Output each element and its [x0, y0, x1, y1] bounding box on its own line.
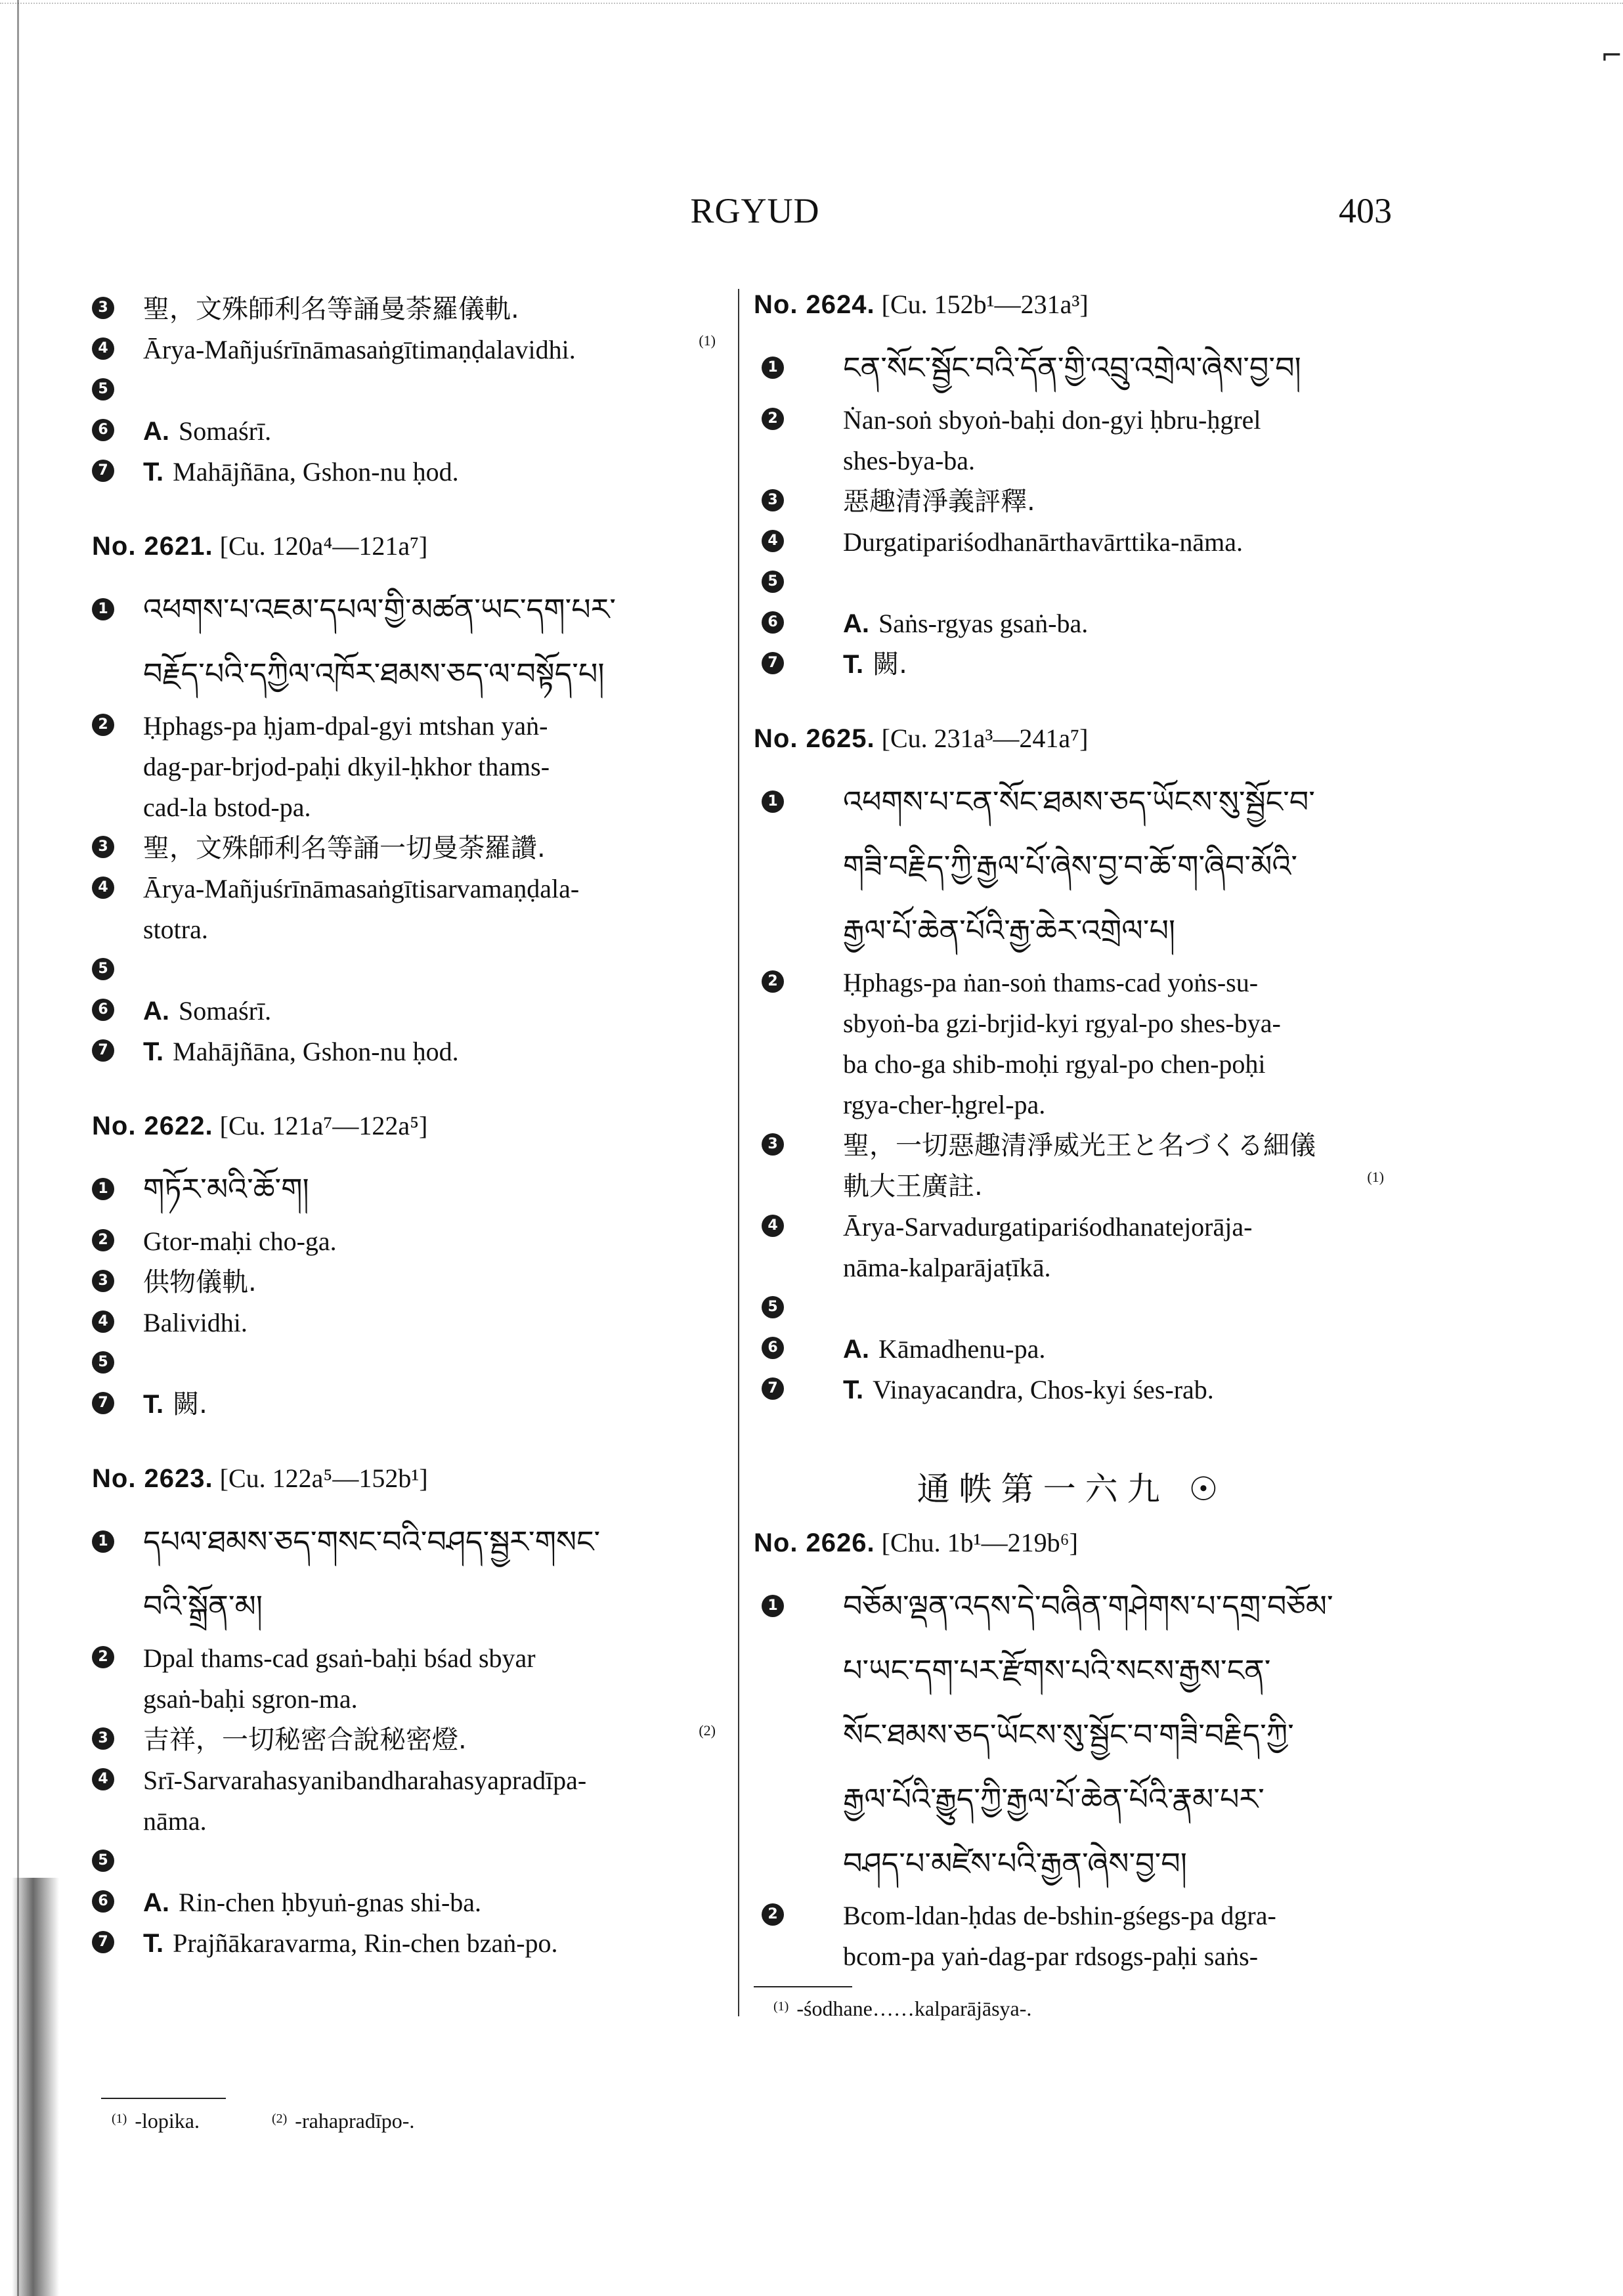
tibetan-text: དཔལ་ཐམས་ཅད་གསང་བའི་བཤད་སྦྱར་གསང་ — [143, 1524, 601, 1559]
footnote-number: (2) — [271, 2112, 288, 2126]
entry-heading — [754, 723, 1391, 754]
field-number-badge: 1 — [762, 791, 784, 813]
corner-mark: ⌐ — [1601, 41, 1623, 71]
tibetan-title-line — [754, 769, 1391, 834]
tibetan-title-line — [92, 577, 722, 641]
folio-reference: [Cu. 122a⁵—152b¹] — [219, 1463, 428, 1493]
entry-number: No. 2626. — [754, 1528, 875, 1557]
tibetan-text: བརྗོད་པའི་དཀྱིལ་འཁོར་ཐམས་ཅད་ལ་བསྟོད་པ། — [143, 656, 605, 691]
tibetan-title-line — [754, 898, 1391, 963]
left-column — [92, 289, 722, 1964]
tibetan-text: གཟི་བརྗིད་ཀྱི་རྒྱལ་པོ་ཞེས་བྱ་བ་ཆོ་ག་ཞིབ་མོའི་ — [843, 848, 1298, 884]
entry-line — [92, 1882, 722, 1923]
tibetan-title-line — [92, 1509, 722, 1574]
entry-heading — [92, 531, 722, 561]
column-divider — [738, 289, 739, 2016]
entry-text: 聖，文殊師利名等誦曼荼羅儀軌. — [143, 294, 519, 324]
entry-text: 軌大王廣註. — [843, 1171, 983, 1202]
entry-line — [92, 1842, 722, 1882]
entry-text: Mahājñāna, Gshon-nu ḥod. — [173, 457, 459, 487]
entry-line — [92, 787, 722, 828]
entry-line — [754, 644, 1391, 685]
entry-heading — [754, 289, 1391, 320]
tibetan-title-line — [754, 1702, 1391, 1767]
entry-text: Dpal thams-cad gsaṅ-baḥi bśad sbyar — [143, 1643, 536, 1673]
entry-number: No. 2621. — [92, 532, 213, 561]
entry-text: 闕. — [873, 649, 907, 680]
right-column — [754, 289, 1391, 1977]
entry-text: shes-bya-ba. — [843, 446, 976, 475]
footnote-text: -śodhane……kalparājāsya-. — [796, 1997, 1032, 2020]
entry-body — [92, 1157, 722, 1425]
entry-line — [92, 452, 722, 492]
tibetan-title-line — [754, 1574, 1391, 1638]
entry-gap — [92, 492, 722, 531]
field-number-badge: 2 — [762, 1903, 784, 1926]
entry-line — [92, 1384, 722, 1425]
entry-line — [754, 603, 1391, 644]
field-number-badge: 7 — [92, 1931, 114, 1953]
entry-line — [92, 289, 722, 330]
entry-line — [92, 370, 722, 411]
field-number-badge: 3 — [92, 836, 114, 858]
tibetan-text: པ་ཡང་དག་པར་རྫོགས་པའི་སངས་རྒྱས་ངན་ — [843, 1653, 1271, 1688]
entry-line — [754, 400, 1391, 441]
footnote-number: (1) — [773, 1999, 789, 2014]
tibetan-title-line — [754, 336, 1391, 400]
footnote-rule-left — [101, 2098, 226, 2099]
entry-line — [754, 441, 1391, 481]
entry-line — [754, 1003, 1391, 1044]
tibetan-title-line — [92, 1157, 722, 1221]
entry-text: ba cho-ga shib-moḥi rgyal-po chen-poḥi — [843, 1049, 1266, 1079]
field-number-badge: 5 — [762, 571, 784, 593]
entry-body — [754, 336, 1391, 685]
entry-body — [92, 577, 722, 1072]
page-number: 403 — [1339, 191, 1392, 230]
field-number-badge: 3 — [92, 1727, 114, 1750]
role-abbreviation: A. — [843, 1335, 869, 1364]
entry-text: sbyoṅ-ba gzi-brjid-kyi rgyal-po shes-bya- — [843, 1008, 1281, 1038]
field-number-badge: 5 — [92, 1850, 114, 1872]
field-number-badge: 6 — [92, 999, 114, 1021]
footnote-rule-right — [754, 1986, 852, 1987]
entry-body — [754, 1574, 1391, 1977]
entry-text: Srī-Sarvarahasyanibandharahasyapradīpa- — [143, 1765, 587, 1795]
role-abbreviation: A. — [843, 609, 869, 638]
tibetan-title-line — [754, 1831, 1391, 1895]
entry-line — [92, 869, 722, 909]
tibetan-text: འཕགས་པ་ངན་སོང་ཐམས་ཅད་ཡོངས་སུ་སྦྱོང་བ་ — [843, 784, 1315, 819]
entry-line — [92, 1303, 722, 1343]
field-number-badge: 3 — [92, 1270, 114, 1292]
entry-line — [754, 1247, 1391, 1288]
entry-line — [754, 1329, 1391, 1370]
tibetan-text: བཅོམ་ལྡན་འདས་དེ་བཞིན་གཤེགས་པ་དགྲ་བཅོམ་ — [843, 1588, 1333, 1624]
field-number-badge: 4 — [762, 530, 784, 552]
entry-text: 吉祥，一切秘密合說秘密燈. — [143, 1725, 467, 1755]
field-number-badge: 1 — [92, 1178, 114, 1200]
role-abbreviation: T. — [143, 458, 164, 487]
running-head: RGYUD — [690, 191, 820, 230]
tibetan-title-line — [754, 1767, 1391, 1831]
role-abbreviation: T. — [843, 1375, 864, 1404]
entry-line — [92, 1720, 722, 1760]
entry-text: nāma. — [143, 1806, 207, 1836]
tibetan-title-line — [92, 641, 722, 706]
tibetan-text: བའི་སྒྲོན་མ། — [143, 1588, 263, 1624]
entry-line — [92, 991, 722, 1031]
field-number-badge: 4 — [92, 337, 114, 360]
entry-line — [92, 411, 722, 452]
field-number-badge: 3 — [762, 489, 784, 511]
entry-line — [754, 1125, 1391, 1166]
entry-heading — [92, 1463, 722, 1494]
role-abbreviation: T. — [143, 1390, 164, 1419]
folio-reference: [Chu. 1b¹—219b⁶] — [881, 1528, 1078, 1557]
entry-gap — [92, 1425, 722, 1463]
entry-text: Somaśrī. — [179, 416, 272, 446]
entry-text: 惡趣清淨義評釋. — [843, 487, 1035, 517]
role-abbreviation: A. — [143, 417, 169, 446]
tibetan-text: བཤད་པ་མཛེས་པའི་རྒྱན་ཞེས་བྱ་བ། — [843, 1846, 1187, 1881]
entry-line — [754, 1936, 1391, 1977]
scan-margin-shadow — [12, 1878, 59, 2296]
field-number-badge: 1 — [762, 357, 784, 379]
entry-line — [754, 1207, 1391, 1247]
field-number-badge: 4 — [92, 1768, 114, 1790]
entry-text: rgya-cher-ḥgrel-pa. — [843, 1090, 1046, 1119]
field-number-badge: 7 — [92, 460, 114, 482]
entry-line — [92, 1262, 722, 1303]
field-number-badge: 3 — [92, 297, 114, 319]
field-number-badge: 7 — [762, 652, 784, 674]
entry-text: Rin-chen ḥbyuṅ-gnas shi-ba. — [179, 1888, 482, 1917]
field-number-badge: 2 — [92, 1229, 114, 1251]
entry-text: Bcom-ldan-ḥdas de-bshin-gśegs-pa dgra- — [843, 1901, 1276, 1930]
field-number-badge: 1 — [92, 1530, 114, 1553]
tibetan-text: ངན་སོང་སྦྱོང་བའི་དོན་གྱི་འབྲུ་འགྲེལ་ཞེས་བྱ་བ། — [843, 350, 1301, 385]
entry-gap — [754, 1410, 1391, 1448]
entry-heading — [92, 1110, 722, 1141]
footnote-text: -rahapradīpo-. — [295, 2109, 415, 2133]
entry-text: Kāmadhenu-pa. — [878, 1334, 1046, 1364]
entry-line — [754, 963, 1391, 1003]
entry-text: Ḥphags-pa ḥjam-dpal-gyi mtshan yaṅ- — [143, 711, 548, 741]
footnote-marker: (2) — [699, 1722, 716, 1739]
field-number-badge: 6 — [762, 1337, 784, 1359]
entry-text: Ḥphags-pa ṅan-soṅ thams-cad yoṅs-su- — [843, 968, 1259, 997]
entry-text: stotra. — [143, 915, 208, 944]
entry-text: dag-par-brjod-paḥi dkyil-ḥkhor thams- — [143, 752, 550, 781]
entry-line — [754, 1370, 1391, 1410]
field-number-badge: 6 — [762, 611, 784, 634]
entry-line — [92, 1221, 722, 1262]
entry-line — [92, 909, 722, 950]
entry-text: Ārya-Mañjuśrīnāmasaṅgītisarvamaṇḍala- — [143, 874, 580, 903]
role-abbreviation: T. — [143, 1037, 164, 1066]
entry-line — [754, 563, 1391, 603]
entry-text: cad-la bstod-pa. — [143, 792, 311, 822]
tibetan-text: འཕགས་པ་འཇམ་དཔལ་གྱི་མཚན་ཡང་དག་པར་ — [143, 592, 617, 627]
field-number-badge: 7 — [92, 1392, 114, 1414]
field-number-badge: 4 — [762, 1215, 784, 1237]
entry-body — [754, 769, 1391, 1410]
footnote — [773, 1997, 1031, 2021]
entry-text: bcom-pa yaṅ-dag-par rdsogs-paḥi saṅs- — [843, 1941, 1259, 1971]
entry-line — [92, 828, 722, 869]
tibetan-text: རྒྱལ་པོ་ཆེན་པོའི་རྒྱ་ཆེར་འགྲེལ་པ། — [843, 913, 1176, 948]
field-number-badge: 4 — [92, 1310, 114, 1333]
entry-body — [92, 1509, 722, 1964]
role-abbreviation: A. — [143, 1888, 169, 1917]
tibetan-text: སོང་ཐམས་ཅད་ཡོངས་སུ་སྦྱོང་བ་གཟི་བརྗིད་ཀྱི་ — [843, 1717, 1294, 1752]
entry-text: 聖，文殊師利名等誦一切曼荼羅讚. — [143, 833, 546, 863]
entry-line — [92, 706, 722, 747]
scan-top-edge — [0, 3, 1623, 4]
entry-number: No. 2623. — [92, 1464, 213, 1493]
entry-gap — [754, 685, 1391, 723]
role-abbreviation: T. — [143, 1929, 164, 1958]
entry-number: No. 2622. — [92, 1112, 213, 1140]
entry-text: Durgatipariśodhanārthavārttika-nāma. — [843, 527, 1244, 557]
entry-line — [92, 1679, 722, 1720]
tibetan-title-line — [754, 1638, 1391, 1702]
folio-reference: [Cu. 231a³—241a⁷] — [881, 724, 1089, 753]
entry-line — [754, 1085, 1391, 1125]
field-number-badge: 7 — [92, 1039, 114, 1062]
folio-reference: [Cu. 152b¹—231a³] — [881, 290, 1089, 319]
entry-text: Vinayacandra, Chos-kyi śes-rab. — [873, 1375, 1214, 1404]
footnote-marker: (1) — [699, 332, 716, 349]
entry-text: Ārya-Sarvadurgatipariśodhanatejorāja- — [843, 1212, 1253, 1242]
entry-text: 供物儀軌. — [143, 1267, 257, 1297]
field-number-badge: 5 — [92, 378, 114, 401]
role-abbreviation: T. — [843, 650, 864, 679]
entry-number: No. 2624. — [754, 290, 875, 319]
entry-line — [92, 330, 722, 370]
entry-text: 聖，一切惡趣清淨威光王と名づくる細儀 — [843, 1131, 1316, 1161]
entry-line — [754, 1895, 1391, 1936]
footnote — [272, 2109, 414, 2133]
entry-line — [754, 1166, 1391, 1207]
role-abbreviation: A. — [143, 997, 169, 1026]
field-number-badge: 6 — [92, 1890, 114, 1913]
folio-reference: [Cu. 120a⁴—121a⁷] — [219, 531, 428, 561]
entry-text: Balividhi. — [143, 1308, 248, 1337]
entry-text: 闕. — [173, 1389, 207, 1419]
volume-heading: 通帙第一六九 ☉ — [917, 1470, 1228, 1508]
entry-line — [92, 1801, 722, 1842]
field-number-badge: 4 — [92, 877, 114, 899]
entry-line — [92, 1923, 722, 1964]
entry-line — [754, 1288, 1391, 1329]
field-number-badge: 5 — [762, 1296, 784, 1318]
field-number-badge: 2 — [762, 970, 784, 993]
entry-gap — [92, 1072, 722, 1110]
folio-reference: [Cu. 121a⁷—122a⁵] — [219, 1111, 428, 1140]
field-number-badge: 2 — [92, 1646, 114, 1668]
footnote-marker: (1) — [1367, 1169, 1384, 1185]
entry-line — [754, 1044, 1391, 1085]
entry-line — [92, 950, 722, 991]
footnotes-left — [112, 2109, 487, 2133]
entry-text: Somaśrī. — [179, 996, 272, 1026]
tibetan-text: རྒྱལ་པོའི་རྒྱུད་ཀྱི་རྒྱལ་པོ་ཆེན་པོའི་རྣམ་པར་ — [843, 1781, 1265, 1817]
field-number-badge: 5 — [92, 1351, 114, 1374]
entry-line — [754, 522, 1391, 563]
tibetan-text: གཏོར་མའི་ཆོ་ག། — [143, 1171, 309, 1207]
field-number-badge: 5 — [92, 958, 114, 980]
footnote-number: (1) — [112, 2112, 127, 2126]
footnote — [112, 2109, 200, 2133]
entry-line — [92, 1031, 722, 1072]
entry-number: No. 2625. — [754, 724, 875, 753]
entry-text: Ṅan-soṅ sbyoṅ-baḥi don-gyi ḥbru-ḥgrel — [843, 405, 1261, 435]
entry-line — [754, 481, 1391, 522]
entry-line — [92, 1638, 722, 1679]
entry-line — [92, 1343, 722, 1384]
entry-text: gsaṅ-baḥi sgron-ma. — [143, 1684, 358, 1714]
field-number-badge: 7 — [762, 1377, 784, 1400]
entry-line — [92, 747, 722, 787]
tibetan-title-line — [92, 1574, 722, 1638]
entry-text: Ārya-Mañjuśrīnāmasaṅgītimaṇḍalavidhi. — [143, 335, 576, 364]
entry-text: Gtor-maḥi cho-ga. — [143, 1226, 337, 1256]
field-number-badge: 2 — [92, 714, 114, 736]
field-number-badge: 2 — [762, 408, 784, 430]
entry-heading — [754, 1527, 1391, 1558]
entry-text: Prajñākaravarma, Rin-chen bzaṅ-po. — [173, 1928, 558, 1958]
footnotes-right — [773, 1997, 1104, 2021]
field-number-badge: 3 — [762, 1133, 784, 1156]
entry-line — [92, 1760, 722, 1801]
entry-text: Saṅs-rgyas gsaṅ-ba. — [878, 609, 1089, 638]
tibetan-title-line — [754, 834, 1391, 898]
entry-text: Mahājñāna, Gshon-nu ḥod. — [173, 1037, 459, 1066]
field-number-badge: 1 — [92, 598, 114, 620]
footnote-text: -lopika. — [135, 2109, 200, 2133]
field-number-badge: 6 — [92, 419, 114, 441]
field-number-badge: 1 — [762, 1595, 784, 1617]
entry-text: nāma-kalparājaṭīkā. — [843, 1253, 1051, 1282]
